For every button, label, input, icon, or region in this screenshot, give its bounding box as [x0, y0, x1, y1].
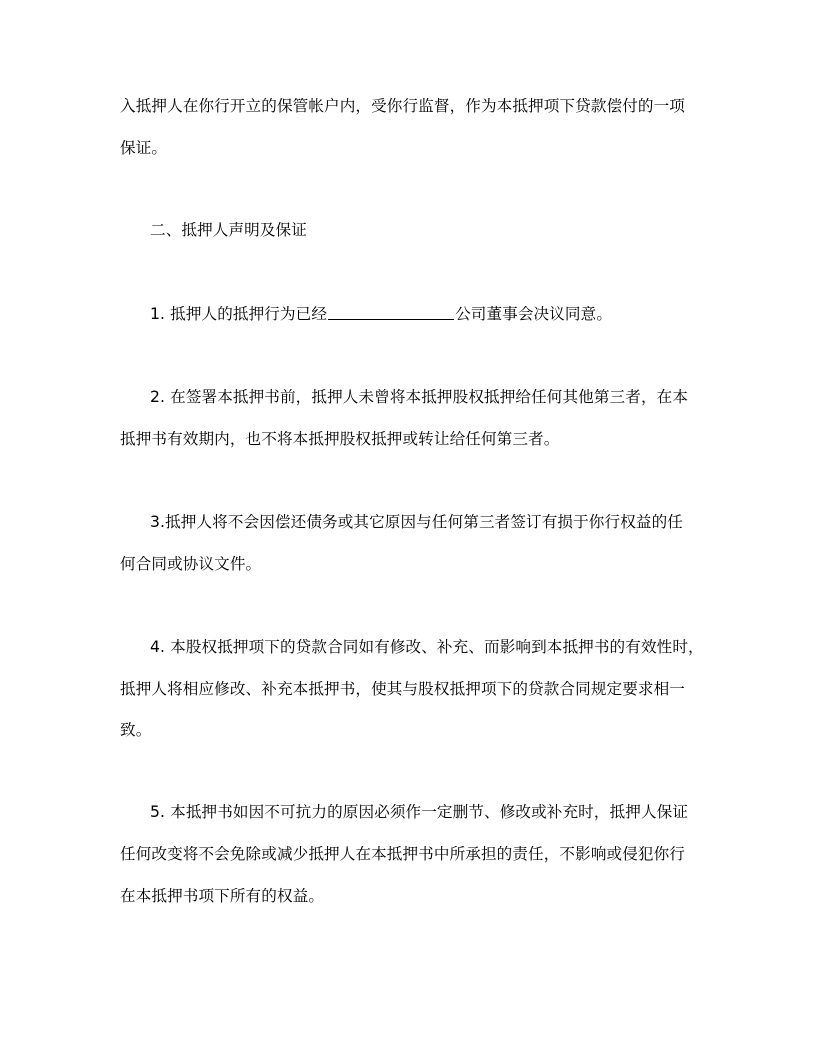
clause-1-text-before: 1. 抵押人的抵押行为已经: [150, 305, 328, 323]
clause-2-line-2: 抵押书有效期内，也不将本抵押股权抵押或转让给任何第三者。: [120, 430, 560, 448]
clause-1-text-after: 公司董事会决议同意。: [455, 305, 613, 323]
intro-line-1: 入抵押人在你行开立的保管帐户内，受你行监督，作为本抵押项下贷款偿付的一项: [120, 97, 685, 115]
clause-3-line-1: 3.抵押人将不会因偿还债务或其它原因与任何第三者签订有损于你行权益的任: [150, 513, 683, 531]
clause-4-line-1: 4. 本股权抵押项下的贷款合同如有修改、补充、而影响到本抵押书的有效性时，: [150, 638, 704, 656]
clause-4-line-2: 抵押人将相应修改、补充本抵押书，使其与股权抵押项下的贷款合同规定要求相一: [120, 680, 685, 698]
clause-3-line-2: 何合同或协议文件。: [120, 555, 262, 573]
section-heading: 二、抵押人声明及保证: [150, 221, 307, 239]
clause-5-line-3: 在本抵押书项下所有的权益。: [120, 887, 325, 905]
clause-4-line-3: 致。: [120, 721, 152, 739]
clause-2-line-1: 2. 在签署本抵押书前，抵押人未曾将本抵押股权抵押给任何其他第三者，在本: [150, 388, 689, 406]
clause-1: [150, 303, 740, 325]
clause-5-line-2: 任何改变将不会免除或减少抵押人在本抵押书中所承担的责任，不影响或侵犯你行: [120, 845, 685, 863]
fill-in-blank: [328, 303, 454, 320]
clause-5-line-1: 5. 本抵押书如因不可抗力的原因必须作一定删节、修改或补充时，抵押人保证: [150, 803, 689, 821]
intro-line-2: 保证。: [120, 139, 168, 157]
